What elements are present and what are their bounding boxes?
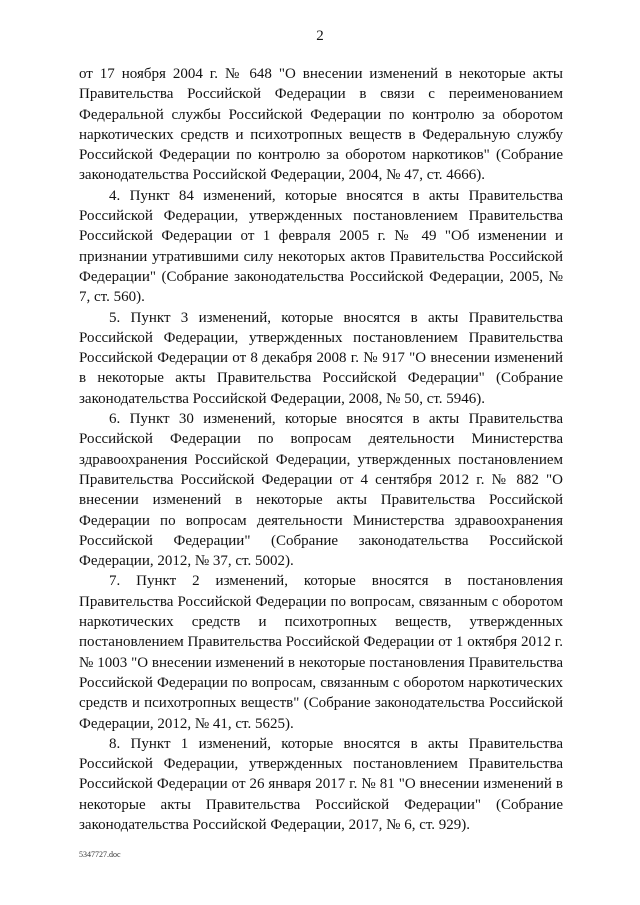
paragraph-item-5: 5. Пункт 3 изменений, которые вносятся в акты Правительства Российской Федерации, утвержденных постановлением Правительства Российской Федерации от 8 декабря 2008 г. № 917 "О внесении изменений в некоторые акты Правительства Российской Федерации" (Собрание законодательства Российской Федерации, 2008, № 50, ст. 5946). <box>79 309 563 407</box>
footer-file-code: 5347727.doc <box>79 850 121 859</box>
page-number: 2 <box>316 28 324 44</box>
paragraph-item-7: 7. Пункт 2 изменений, которые вносятся в постановления Правительства Российской Федерации по вопросам, связанным с оборотом наркотических средств и психотропных веществ, утвержденных постановлением Правительства Российской Федерации от 1 октября 2012 г. № 1003 "О внесении изменений в некоторые постановления Правительства Российской Федерации по вопросам, связанным с оборотом наркотических средств и психотропных веществ" (Собрание законодательства Российской Федерации, 2012, № 41, ст. 5625). <box>79 573 563 732</box>
paragraph-item-8: 8. Пункт 1 изменений, которые вносятся в акты Правительства Российской Федерации, утвержденных постановлением Правительства Российской Федерации от 26 января 2017 г. № 81 "О внесении изменений в некоторые акты Правительства Российской Федерации" (Собрание законодательства Российской Федерации, 2017, № 6, ст. 929). <box>79 735 563 833</box>
paragraph-continuation: от 17 ноября 2004 г. № 648 "О внесении изменений в некоторые акты Правительства Российской Федерации в связи с переименованием Федеральной службы Российской Федерации по контролю за оборотом наркотических средств и психотропных веществ в Федеральную службу Российской Федерации по контролю за оборотом наркотиков" (Собрание законодательства Российской Федерации, 2004, № 47, ст. 4666). <box>79 66 563 184</box>
paragraph-item-6: 6. Пункт 30 изменений, которые вносятся в акты Правительства Российской Федерации по вопросам деятельности Министерства здравоохранения Российской Федерации, утвержденных постановлением Правительства Российской Федерации от 4 сентября 2012 г. № 882 "О внесении изменений в некоторые акты Правительства Российской Федерации по вопросам деятельности Министерства здравоохранения Российской Федерации" (Собрание законодательства Российской Федерации, 2012, № 37, ст. 5002). <box>79 411 563 570</box>
document-body <box>79 64 563 835</box>
paragraph-item-4: 4. Пункт 84 изменений, которые вносятся в акты Правительства Российской Федерации, утвержденных постановлением Правительства Российской Федерации от 1 февраля 2005 г. № 49 "Об изменении и признании утратившими силу некоторых актов Правительства Российской Федерации" (Собрание законодательства Российской Федерации, 2005, № 7, ст. 560). <box>79 187 563 306</box>
